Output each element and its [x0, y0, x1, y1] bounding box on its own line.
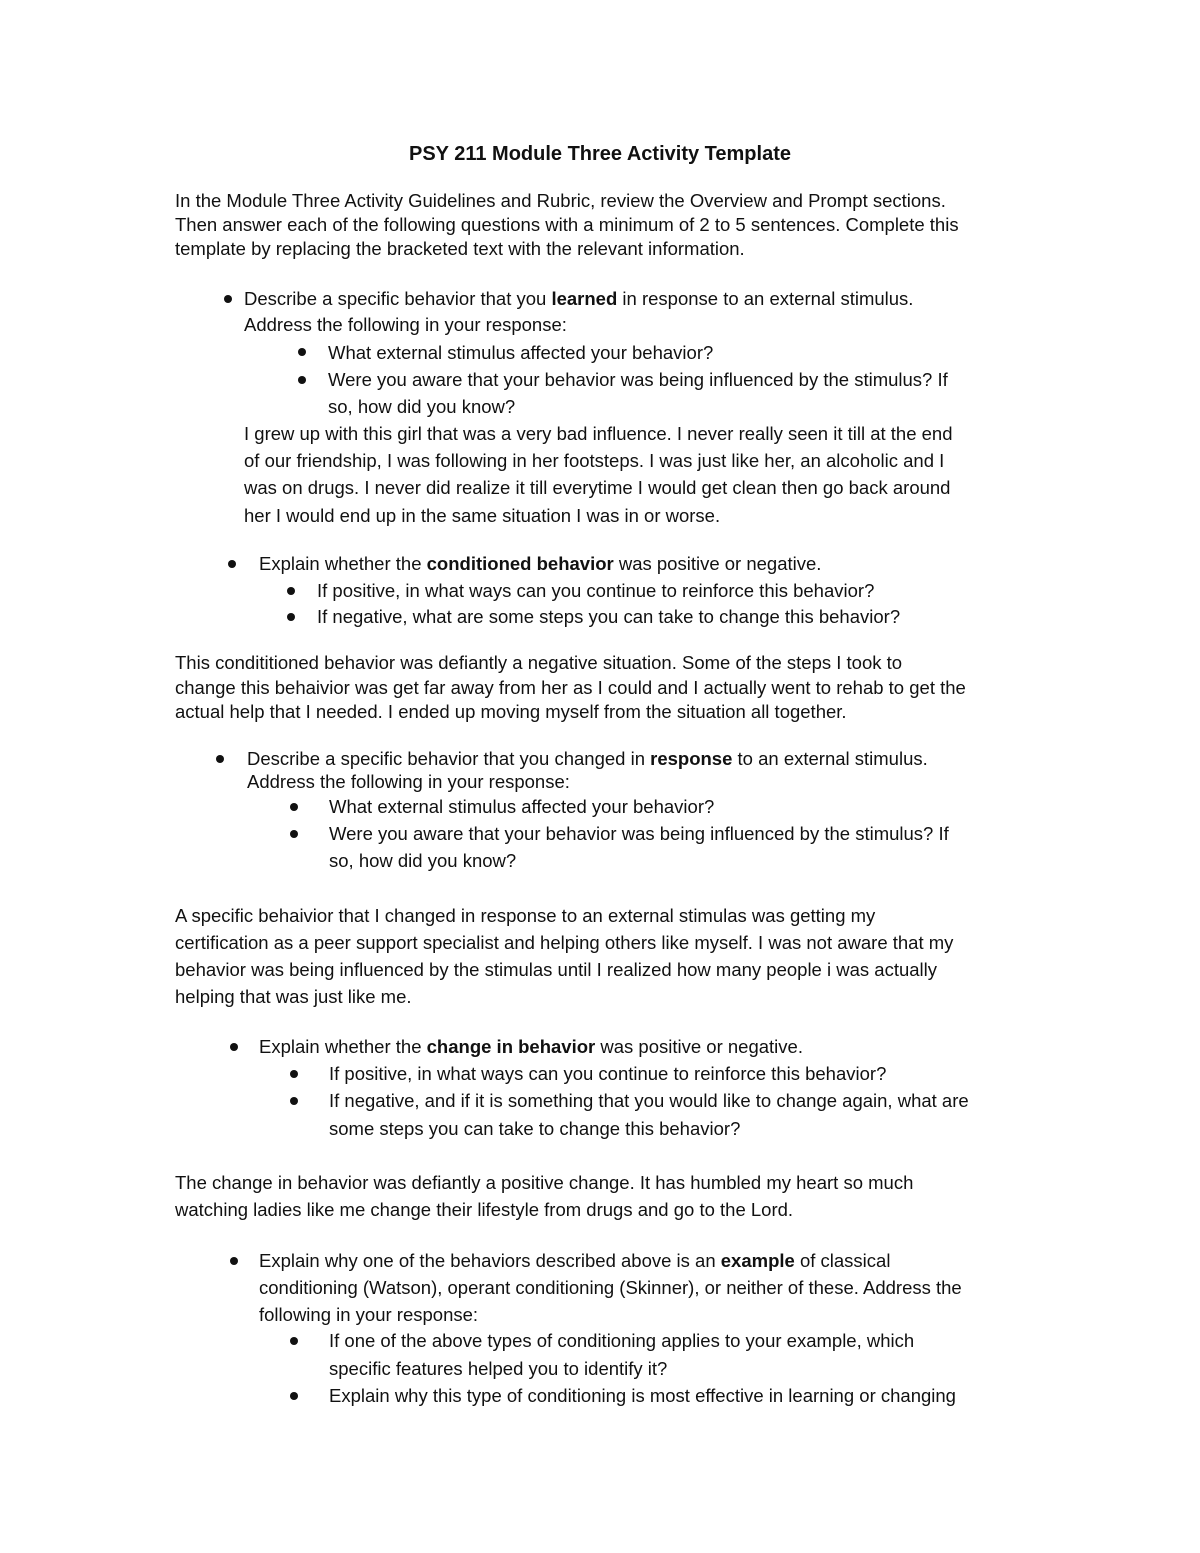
bullet-icon	[290, 1097, 298, 1105]
sub-question: What external stimulus affected your behavior?	[329, 796, 715, 817]
sub-question-cont: some steps you can take to change this behavior?	[329, 1118, 741, 1139]
answer-1-line: I grew up with this girl that was a very bad influence. I never really seen it till at the end	[244, 423, 953, 444]
intro-line: In the Module Three Activity Guidelines and Rubric, review the Overview and Prompt sections.	[175, 190, 946, 211]
bullet-icon	[287, 613, 295, 621]
sub-question: What external stimulus affected your behavior?	[328, 342, 714, 363]
bullet-icon	[224, 295, 232, 303]
sub-question: Were you aware that your behavior was being influenced by the stimulus? If	[328, 369, 948, 390]
sub-question: If positive, in what ways can you continue to reinforce this behavior?	[317, 580, 875, 601]
bullet-icon	[230, 1043, 238, 1051]
bullet-icon	[287, 587, 295, 595]
sub-question: Were you aware that your behavior was being influenced by the stimulus? If	[329, 823, 949, 844]
bullet-icon	[298, 376, 306, 384]
bullet-icon	[290, 1392, 298, 1400]
bullet-icon	[230, 1257, 238, 1265]
answer-3-line: helping that was just like me.	[175, 986, 412, 1007]
sub-question: Explain why this type of conditioning is most effective in learning or changing	[329, 1385, 956, 1406]
sub-question-cont: so, how did you know?	[328, 396, 516, 417]
document-title: PSY 211 Module Three Activity Template	[409, 143, 791, 165]
answer-1-line: of our friendship, I was following in her footsteps. I was just like her, an alcoholic and I	[244, 450, 945, 471]
bullet-icon	[290, 803, 298, 811]
answer-1-line: her I would end up in the same situation I was in or worse.	[244, 505, 721, 526]
question-5-line2: conditioning (Watson), operant conditioning (Skinner), or neither of these. Address the	[259, 1277, 962, 1298]
bullet-icon	[298, 348, 306, 356]
sub-question: If positive, in what ways can you continue to reinforce this behavior?	[329, 1063, 887, 1084]
question-1: Describe a specific behavior that you learned in response to an external stimulus.	[244, 288, 914, 309]
bullet-icon	[216, 755, 224, 763]
answer-3-line: A specific behaivior that I changed in response to an external stimulas was getting my	[175, 905, 876, 926]
answer-2-line: This condititioned behavior was defiantly a negative situation. Some of the steps I took to	[175, 652, 903, 673]
answer-2-line: change this behaivior was get far away from her as I could and I actually went to rehab to get the	[175, 677, 966, 698]
sub-question-cont: so, how did you know?	[329, 850, 517, 871]
answer-1-line: was on drugs. I never did realize it till everytime I would get clean then go back around	[244, 477, 951, 498]
question-3-line2: Address the following in your response:	[247, 771, 570, 792]
sub-question: If negative, what are some steps you can take to change this behavior?	[317, 606, 901, 627]
bullet-icon	[228, 560, 236, 568]
sub-question-cont: specific features helped you to identify it?	[329, 1358, 668, 1379]
bullet-icon	[290, 1070, 298, 1078]
question-4: Explain whether the change in behavior was positive or negative.	[259, 1036, 803, 1057]
intro-line: Then answer each of the following questions with a minimum of 2 to 5 sentences. Complete this	[175, 214, 959, 235]
question-3: Describe a specific behavior that you changed in response to an external stimulus.	[247, 748, 928, 769]
question-5: Explain why one of the behaviors described above is an example of classical	[259, 1250, 891, 1271]
question-2: Explain whether the conditioned behavior was positive or negative.	[259, 553, 822, 574]
sub-question: If negative, and if it is something that you would like to change again, what are	[329, 1090, 969, 1111]
answer-3-line: certification as a peer support specialist and helping others like myself. I was not aware that my	[175, 932, 954, 953]
bullet-icon	[290, 830, 298, 838]
answer-4-line: The change in behavior was defiantly a positive change. It has humbled my heart so much	[175, 1172, 914, 1193]
sub-question: If one of the above types of conditioning applies to your example, which	[329, 1330, 915, 1351]
answer-4-line: watching ladies like me change their lifestyle from drugs and go to the Lord.	[175, 1199, 794, 1220]
question-1-line2: Address the following in your response:	[244, 314, 567, 335]
answer-3-line: behavior was being influenced by the stimulas until I realized how many people i was actually	[175, 959, 938, 980]
question-5-line3: following in your response:	[259, 1304, 479, 1325]
bullet-icon	[290, 1337, 298, 1345]
answer-2-line: actual help that I needed. I ended up moving myself from the situation all together.	[175, 701, 847, 722]
intro-line: template by replacing the bracketed text with the relevant information.	[175, 238, 745, 259]
